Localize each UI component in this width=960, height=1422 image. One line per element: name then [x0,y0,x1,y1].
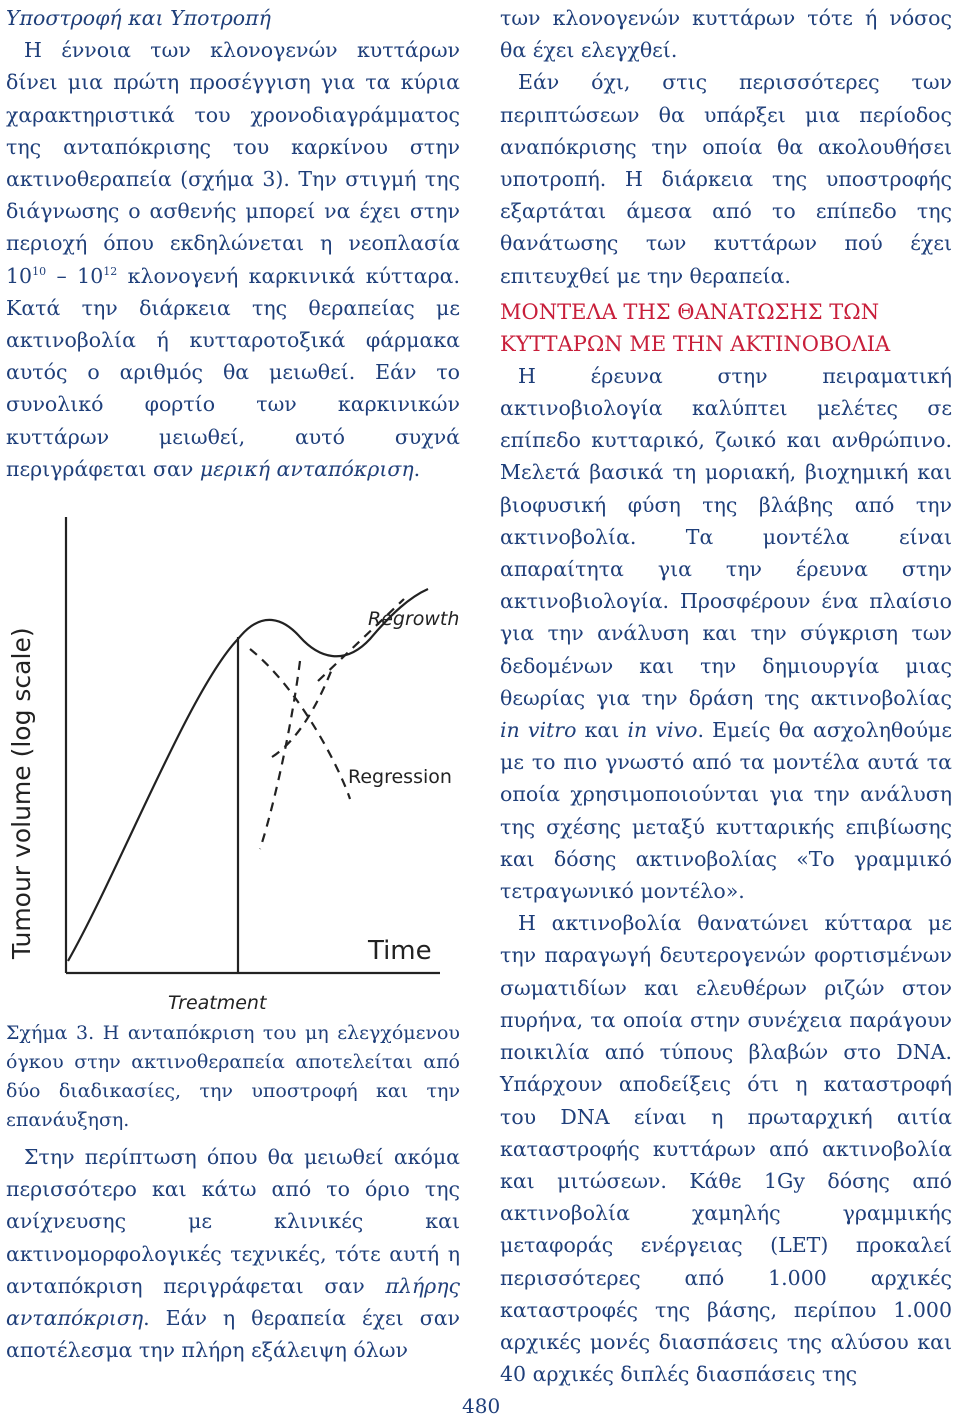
text-run: Η έννοια των κλονογενών κυττάρων δίνει μια πρώτη προσέγγιση για τα κύρια χαρακτηριστικά του χρονοδιαγράμματος της ανταπόκρισης του καρκίνου στην ακτινοθεραπεία (σχήμα 3). Την στιγμή της διάγνωσης ο ασθενής μπορεί να έχει στην περιοχή όπου εκδηλώνεται η νεοπλασία 10 [6,38,460,288]
growth-curve [68,639,238,961]
left-column [6,2,460,1366]
text-run: και [576,718,628,743]
paragraph-complete-response [6,1141,460,1366]
superscript: 12 [103,264,118,278]
page-number: 480 [462,1394,501,1418]
section-heading: ΜΟΝΤΕΛΑ ΤΗΣ ΘΑΝΑΤΩΣΗΣ ΤΩΝ ΚΥΤΤΑΡΩΝ ΜΕ ΤΗΝ ΑΚΤΙΝΟΒΟΛΙΑ [500,299,891,356]
text-run: . Εάν η θεραπεία έχει σαν αποτέλεσμα την πλήρη εξάλειψη όλων [6,1306,460,1363]
text-run: – 10 [46,263,104,288]
regrowth-label: Regrowth [368,608,460,631]
text-run: . [413,456,421,481]
x-axis-label: Time [368,936,432,967]
section-title: Υποστροφή και Υποτροπή [6,6,271,30]
paragraph-dna-damage: Η ακτινοβολία θανατώνει κύτταρα με την παραγωγή δευτερογενών φορτισμένων σωματιδίων και ελευθέρων ριζών στον πυρήνα, τα οποία στην συνέχεια παράγουν ποικιλία από τύπους βλαβών στο DNA. Υπάρχουν αποδείξεις ότι η καταστροφή του DNA είναι η πρωταρχική αιτία καταστροφής κυττάρων από ακτινοβολία και μιτώσεων. Κάθε 1Gy δόσης από ακτινοβολία χαμηλής γραμμικής μεταφοράς ενέργειας (LET) προκαλεί περισσότερες από 1.000 αρχικές καταστροφές της βάσης, περίπου 1.000 αρχικές μονές διασπάσεις της αλύσου και 40 αρχικές διπλές διασπάσεις της [500,911,952,1387]
text-run: Η έρευνα στην πειραματική ακτινοβιολογία καλύπτει μελέτες σε επίπεδο κυτταρικό, ζωικό και ανθρώπινο. Μελετά βασικά τη μοριακή, βιοχημική και βιοφυσική φύση της βλάβης από την ακτινοβολία. Τα μοντέλα είναι απαραίτητα για την έρευνα στην ακτινοβιολογία. Προσφέρουν ένα πλαίσιο για την ανάλυση και την σύγκριση των δεδομένων και την δημιουργία μιας θεωρίας για την δράση της ακτινοβολίας [500,363,952,710]
regrowth-inner-dashed [272,669,332,757]
figure-tumour-response [0,489,470,1019]
emphasis-in-vivo: in vivo [627,718,698,743]
paragraph-continuation: των κλονογενών κυττάρων τότε ή νόσος θα έχει ελεγχθεί. [500,6,952,63]
regression-label: Regression [348,766,452,789]
regression-lower-dashed [260,661,300,849]
text-run: . Εμείς θα ασχοληθούμε με το πιο γνωστό από τα μοντέλα αυτά τα οποία χρησιμοποιούνται για την ανάλυση της σχέσης μεταξύ κυτταρικής επιβίωσης και δόσης ακτινοβολίας «Το γραμμικό τετραγωνικό μοντέλο». [500,718,952,904]
treatment-label: Treatment [168,992,267,1015]
figure-caption: Σχήμα 3. Η ανταπόκριση του μη ελεγχόμενου όγκου στην ακτινοθεραπεία αποτελείται από δύο διαδικασίες, την υποστροφή και την επανάυξηση. [6,1022,460,1132]
y-axis-label: Tumour volume (log scale) [7,627,36,960]
paragraph-intro [6,34,460,485]
tumour-response-diagram [0,489,470,1019]
text-run: κλονογενή καρκινικά κύτταρα. Κατά την διάρκεια της θεραπείας με ακτινοβολία ή κυτταροτοξικά φάρμακα αυτός ο αριθμός θα μειωθεί. Εάν το συνολικό φορτίο των καρκινικών κυττάρων μειωθεί, αυτό συχνά περιγράφεται σαν [6,263,460,481]
superscript: 10 [32,264,47,278]
emphasis-partial-response: μερική ανταπόκριση [199,456,414,481]
paragraph-models [500,360,952,907]
regression-dashed-line [250,649,350,799]
emphasis-in-vitro: in vitro [500,718,577,743]
text-run: Στην περίπτωση όπου θα μειωθεί ακόμα περισσότερο και κάτω από το όριο της ανίχνευσης με κλινικές και ακτινομορφολογικές τεχνικές, τότε αυτή η ανταπόκριση περιγράφεται σαν [6,1145,460,1298]
right-column [500,2,952,1390]
emphasis-complete-response: πλήρης ανταπόκριση [6,1273,460,1331]
paragraph-relapse: Εάν όχι, στις περισσότερες των περιπτώσεων θα υπάρξει μια περίοδος αναπόκρισης την οποία θα ακολουθήσει υποτροπή. Η διάρκεια της υποστροφής εξαρτάται άμεσα από το επίπεδο της θανάτωσης των κυττάρων πού έχει επιτευχθεί με την θεραπεία. [500,70,952,288]
